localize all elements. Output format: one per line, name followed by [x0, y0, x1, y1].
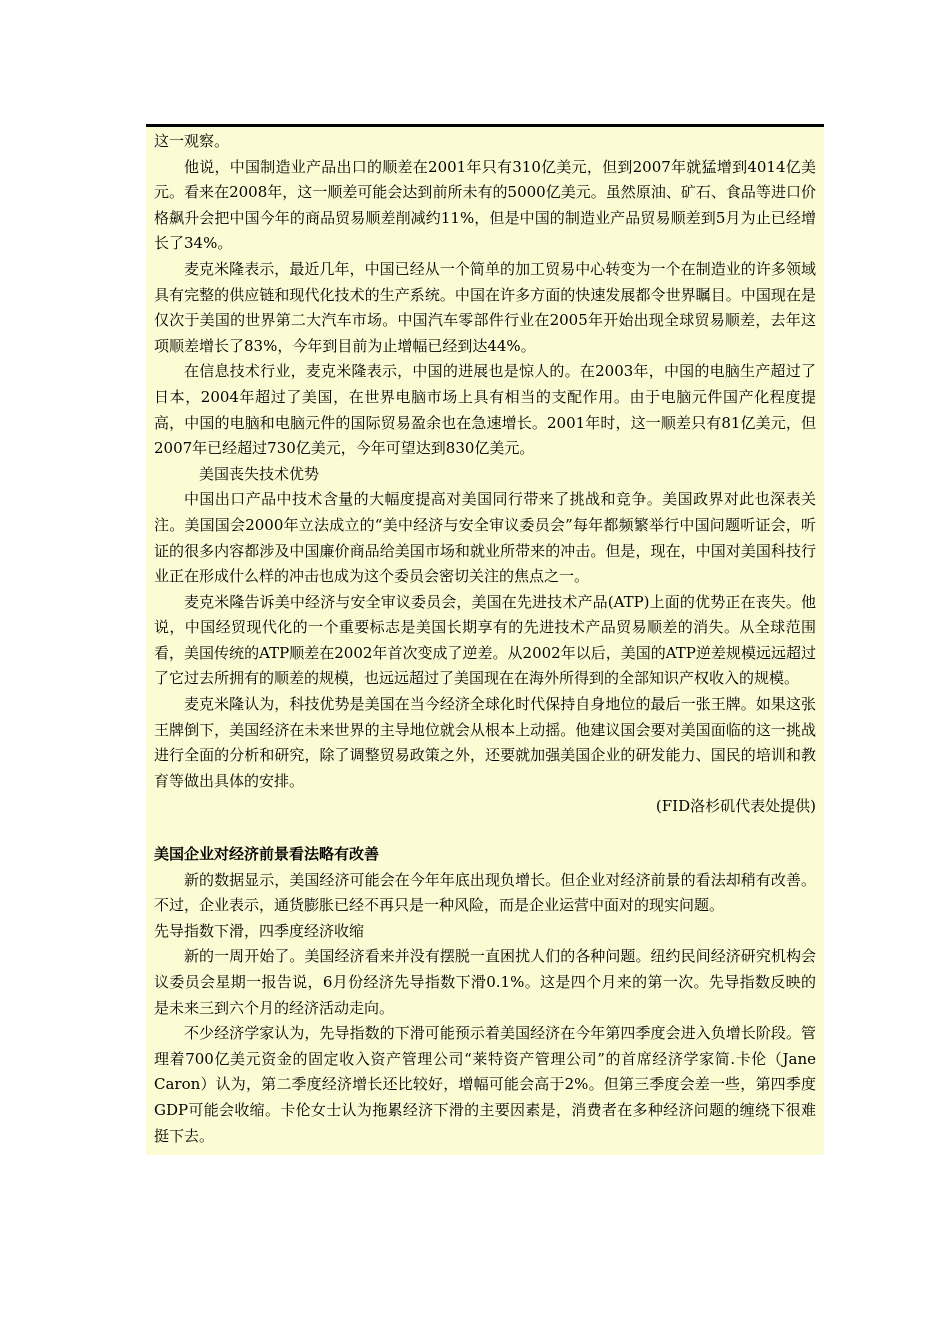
paragraph: 麦克米隆表示，最近几年，中国已经从一个简单的加工贸易中心转变为一个在制造业的许多领域具有完整的供应链和现代化技术的生产系统。中国在许多方面的快速发展都令世界瞩目。中国现在是仅次于美国的世界第二大汽车市场。中国汽车零部件行业在2005年开始出现全球贸易顺差，去年这项顺差增长了83%，今年到目前为止增幅已经到达44%。: [154, 259, 816, 355]
paragraph: 他说，中国制造业产品出口的顺差在2001年只有310亿美元，但到2007年就猛增到4014亿美元。看来在2008年，这一顺差可能会达到前所未有的5000亿美元。虽然原油、矿石、食品等进口价格飙升会把中国今年的商品贸易顺差削减约11%，但是中国的制造业产品贸易顺差到5月为止已经增长了34%。: [154, 157, 816, 253]
section-subheading: 先导指数下滑，四季度经济收缩: [154, 921, 365, 940]
paragraph: 在信息技术行业，麦克米隆表示，中国的进展也是惊人的。在2003年，中国的电脑生产超过了日本，2004年超过了美国，在世界电脑市场上具有相当的支配作用。由于电脑元件国产化程度提高，中国的电脑和电脑元件的国际贸易盈余也在急速增长。2001年时，这一顺差只有81亿美元，但2007年已经超过730亿美元，今年可望达到830亿美元。: [154, 362, 816, 458]
paragraph: 中国出口产品中技术含量的大幅度提高对美国同行带来了挑战和竞争。美国政界对此也深表关注。美国国会2000年立法成立的“美中经济与安全审议委员会”每年都频繁举行中国问题听证会，听证的很多内容都涉及中国廉价商品给美国市场和就业所带来的冲击。但是，现在，中国对美国科技行业正在形成什么样的冲击也成为这个委员会密切关注的焦点之一。: [154, 490, 816, 586]
paragraph: 麦克米隆认为，科技优势是美国在当今经济全球化时代保持自身地位的最后一张王牌。如果这张王牌倒下，美国经济在未来世界的主导地位就会从根本上动摇。他建议国会要对美国面临的这一挑战进行全面的分析和研究，除了调整贸易政策之外，还要就加强美国企业的研发能力、国民的培训和教育等做出具体的安排。: [154, 695, 816, 790]
article-title: 美国企业对经济前景看法略有改善: [154, 845, 380, 864]
section-subheading: 美国丧失技术优势: [199, 464, 320, 483]
spacer: [154, 820, 816, 842]
paragraph: 新的数据显示，美国经济可能会在今年年底出现负增长。但企业对经济前景的看法却稍有改善。不过，企业表示，通货膨胀已经不再只是一种风险，而是企业运营中面对的现实问题。: [154, 870, 816, 915]
document-page: [146, 124, 824, 1155]
paragraph: 这一观察。: [154, 132, 230, 150]
paragraph: 麦克米隆告诉美中经济与安全审议委员会，美国在先进技术产品(ATP)上面的优势正在丧失。他说，中国经贸现代化的一个重要标志是美国长期享有的先进技术产品贸易顺差的消失。从全球范围看，美国传统的ATP顺差在2002年首次变成了逆差。从2002年以后，美国的ATP逆差规模远远超过了它过去所拥有的顺差的规模，也远远超过了美国现在在海外所得到的全部知识产权收入的规模。: [154, 592, 816, 688]
paragraph: 新的一周开始了。美国经济看来并没有摆脱一直困扰人们的各种问题。纽约民间经济研究机构会议委员会星期一报告说，6月份经济先导指数下滑0.1%。这是四个月来的第一次。先导指数反映的是未来三到六个月的经济活动走向。: [154, 947, 816, 1017]
article-body: [146, 127, 824, 1155]
source-credit: (FID洛杉矶代表处提供): [655, 797, 816, 816]
paragraph: 不少经济学家认为，先导指数的下滑可能预示着美国经济在今年第四季度会进入负增长阶段。管理着700亿美元资金的固定收入资产管理公司“莱特资产管理公司”的首席经济学家简.卡伦（Jane Caron）认为，第二季度经济增长还比较好，增幅可能会高于2%。但第三季度会差一些，第四季度GDP可能会收缩。卡伦女士认为拖累经济下滑的主要因素是，消费者在多种经济问题的缠绕下很难挺下去。: [154, 1024, 816, 1145]
